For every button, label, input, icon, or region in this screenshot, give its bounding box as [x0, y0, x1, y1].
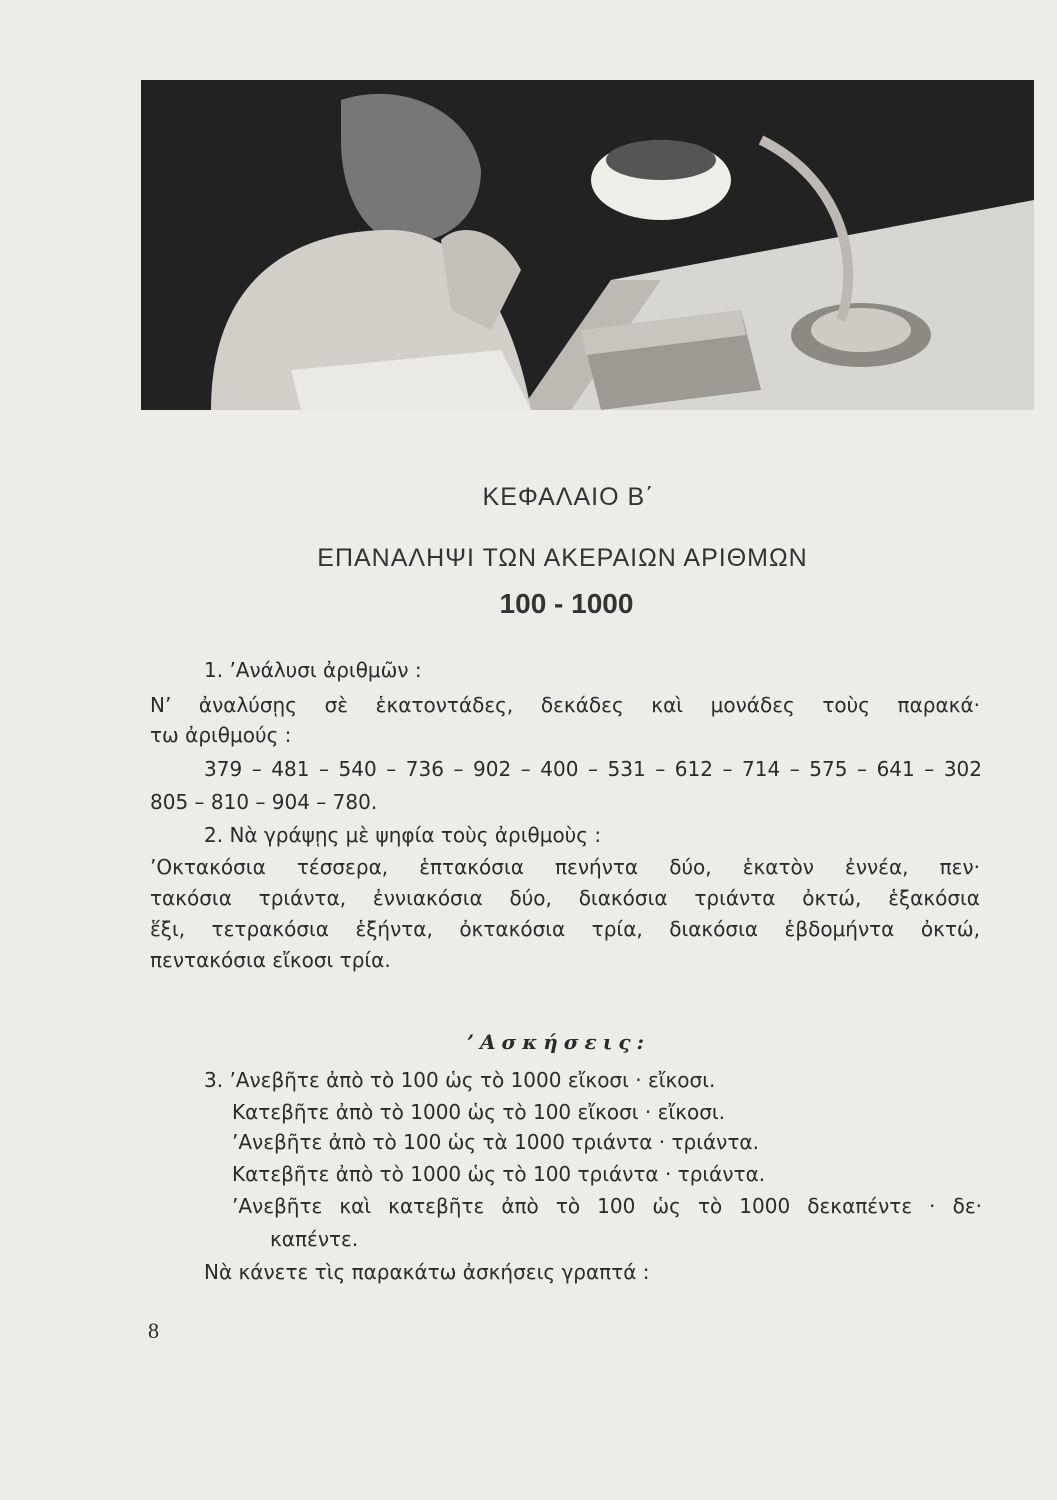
section-2-text-line: ’Οκτακόσια τέσσερα, ἑπτακόσια πενήντα δύο, ἑκατὸν ἐννέα, πεν·: [150, 855, 980, 879]
student-studying-under-lamp-illustration: [141, 80, 1034, 410]
exercise-instruction: Νὰ κάνετε τὶς παρακάτω ἀσκήσεις γραπτά :: [204, 1260, 650, 1284]
exercise-line: 3. ’Ανεβῆτε ἀπὸ τὸ 100 ὡς τὸ 1000 εἴκοσι · εἴκοσι.: [204, 1068, 716, 1092]
section-1-text-line: Ν’ ἀναλύσῃς σὲ ἑκατοντάδες, δεκάδες καὶ μονάδες τοὺς παρακά·: [150, 693, 980, 717]
section-2-text-line: ἕξι, τετρακόσια ἑξήντα, ὀκτακόσια τρία, διακόσια ἑβδομήντα ὀκτώ,: [150, 917, 980, 941]
section-2-title: 2. Νὰ γράψῃς μὲ ψηφία τοὺς ἀριθμοὺς :: [204, 823, 602, 847]
chapter-title: ΚΕΦΑΛΑΙΟ Β΄: [482, 483, 655, 511]
exercise-line: καπέντε.: [270, 1227, 359, 1251]
exercise-line: Κατεβῆτε ἀπὸ τὸ 1000 ὡς τὸ 100 εἴκοσι · εἴκοσι.: [232, 1100, 726, 1124]
section-2-text-line: πεντακόσια εἴκοσι τρία.: [150, 948, 391, 972]
exercises-heading: ’Ασκήσεις:: [467, 1030, 650, 1054]
page-number: 8: [148, 1318, 159, 1343]
number-list-line: 805 – 810 – 904 – 780.: [150, 790, 378, 814]
section-2-text-line: τακόσια τριάντα, ἐννιακόσια δύο, διακόσια τριάντα ὀκτώ, ἑξακόσια: [150, 886, 980, 910]
exercise-line: ’Ανεβῆτε καὶ κατεβῆτε ἀπὸ τὸ 100 ὡς τὸ 1000 δεκαπέντε · δε·: [232, 1194, 982, 1218]
section-1-text-line: τω ἀριθμούς :: [150, 723, 292, 747]
number-list-line: 379 – 481 – 540 – 736 – 902 – 400 – 531 – 612 – 714 – 575 – 641 – 302: [204, 757, 982, 781]
chapter-subtitle: ΕΠΑΝΑΛΗΨΙ ΤΩΝ ΑΚΕΡΑΙΩΝ ΑΡΙΘΜΩΝ: [317, 544, 808, 572]
section-1-title: 1. ’Ανάλυσι ἀριθμῶν :: [204, 658, 422, 682]
exercise-line: ’Ανεβῆτε ἀπὸ τὸ 100 ὡς τὰ 1000 τριάντα · τριάντα.: [232, 1130, 759, 1154]
number-range-heading: 100 - 1000: [499, 588, 634, 619]
exercise-line: Κατεβῆτε ἀπὸ τὸ 1000 ὡς τὸ 100 τριάντα · τριάντα.: [232, 1162, 766, 1186]
